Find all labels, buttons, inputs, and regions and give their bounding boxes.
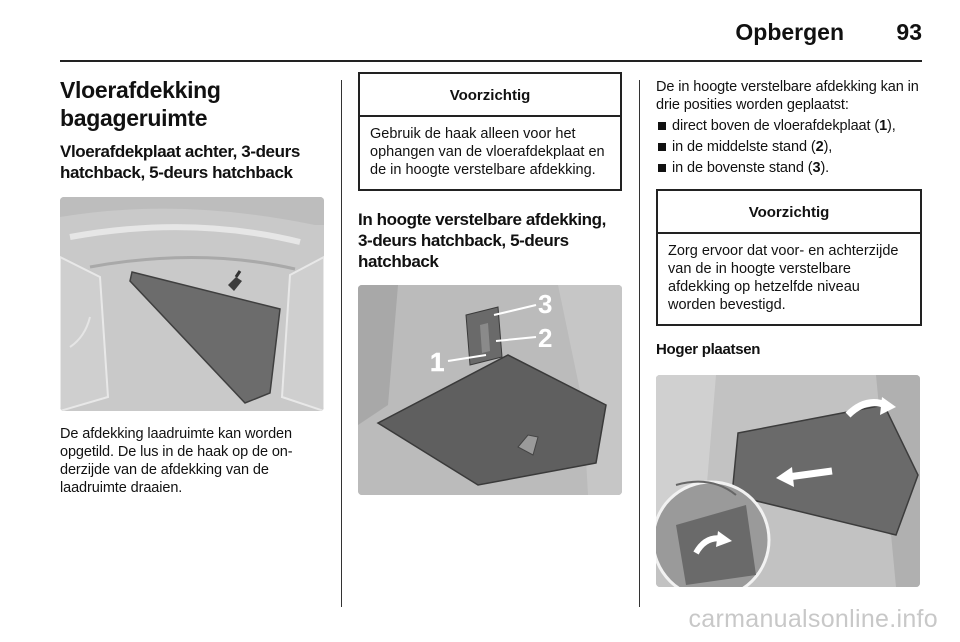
column-divider: [341, 80, 342, 607]
bullet-square-icon: [658, 164, 666, 172]
warning-text: Gebruik de haak alleen voor het ophangen van de vloerafdekplaat en de in hoogte verstelbare afdekking.: [370, 126, 605, 178]
list-item: in de middelste stand (2),: [656, 138, 922, 156]
callout-1: 1: [430, 347, 445, 377]
warning-box: [358, 72, 622, 191]
warning-text: Zorg ervoor dat voor- en achterzijde van de in hoogte verstelbare afdekking op hetzelfde niveau worden bevestigd.: [668, 243, 899, 313]
column-middle: [358, 72, 622, 495]
list-item: direct boven de vloerafdekplaat (1),: [656, 117, 922, 135]
figure-raise-cover: [656, 375, 920, 587]
bullet-square-icon: [658, 143, 666, 151]
figure-floor-cover: [60, 197, 324, 411]
column-divider: [639, 80, 640, 607]
adjustable-cover-illustration: [358, 285, 622, 495]
raise-cover-illustration: [656, 375, 920, 587]
column-right: [656, 72, 922, 587]
paragraph: De afdekking laadruimte kan worden opgetild. De lus in de haak op de onderzijde van de afdekking van de laadruimte draaien.: [60, 426, 293, 496]
section-heading: In hoogte verstelbare afdekking, 3-deurs hatchback, 5-deurs hatchback: [358, 210, 606, 271]
warning-box: [656, 189, 922, 326]
page-number: 93: [896, 19, 922, 45]
floor-cover-illustration: [60, 197, 324, 411]
subheading: Hoger plaatsen: [656, 341, 761, 358]
warning-title: Voorzichtig: [360, 74, 620, 117]
main-heading: Vloerafdekking bagageruimte: [60, 77, 221, 131]
section-title: Opbergen: [735, 19, 844, 45]
intro-paragraph: De in hoogte verstelbare afdekking kan in drie posities worden geplaatst:: [656, 79, 919, 113]
callout-3: 3: [538, 289, 553, 319]
warning-title: Voorzichtig: [658, 191, 920, 234]
section-heading: Vloerafdekplaat achter, 3-deurs hatchback, 5-deurs hatchback: [60, 142, 300, 182]
figure-adjustable-cover: [358, 285, 622, 495]
page-header: [60, 0, 922, 62]
bullet-square-icon: [658, 122, 666, 130]
list-item: in de bovenste stand (3).: [656, 159, 922, 177]
watermark: carmanualsonline.info: [688, 605, 938, 633]
column-left: [60, 72, 324, 497]
callout-2: 2: [538, 323, 553, 353]
position-list: [656, 117, 922, 177]
